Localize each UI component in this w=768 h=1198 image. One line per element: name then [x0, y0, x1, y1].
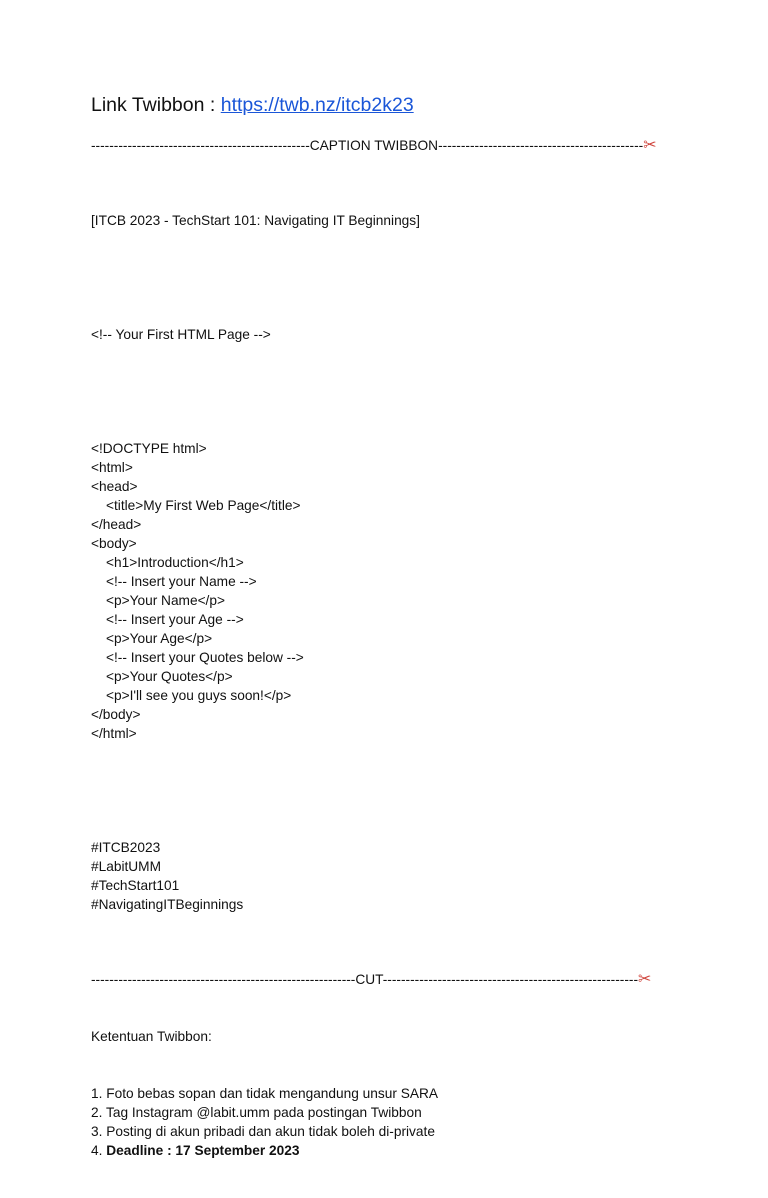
hashtag: #LabitUMM: [91, 859, 161, 874]
twibbon-link-line: [91, 92, 691, 118]
cut-divider: [91, 970, 691, 989]
cut-divider-label: CUT: [355, 972, 383, 987]
caption-comment: <!-- Your First HTML Page -->: [91, 327, 271, 342]
rules-block: [91, 989, 691, 1198]
code-line: <h1>Introduction</h1>: [106, 555, 244, 570]
rule-item: [91, 1141, 691, 1160]
cut-divider-right: --------------------------------------------------------: [382, 972, 639, 987]
rule-text: Foto bebas sopan dan tidak mengandung unsur SARA: [106, 1086, 438, 1101]
rule-number: 1.: [91, 1086, 107, 1101]
caption-divider: [91, 136, 691, 155]
scissors-icon: ✂: [638, 971, 652, 988]
code-line: <!-- Insert your Age -->: [106, 612, 244, 627]
caption-divider-left: ------------------------------------------------: [91, 138, 310, 153]
rules-list: [91, 1084, 691, 1160]
rule-item: [91, 1084, 691, 1103]
code-line: <!-- Insert your Quotes below -->: [106, 650, 304, 665]
twibbon-link-label: Link Twibbon :: [91, 94, 221, 116]
rule-number: 3.: [91, 1124, 107, 1139]
hashtag: #TechStart101: [91, 878, 180, 893]
code-line: <p>Your Name</p>: [106, 593, 225, 608]
caption-heading: [ITCB 2023 - TechStart 101: Navigating IT Beginnings]: [91, 213, 420, 228]
caption-divider-right: ---------------------------------------------: [438, 138, 644, 153]
rule-item: [91, 1103, 691, 1122]
rule-text: Deadline : 17 September 2023: [106, 1143, 300, 1158]
scissors-icon: ✂: [643, 137, 657, 154]
code-line: <!-- Insert your Name -->: [106, 574, 257, 589]
code-line: </body>: [91, 707, 141, 722]
code-line: <!DOCTYPE html>: [91, 441, 207, 456]
hashtag-list: [91, 838, 691, 914]
code-line: </head>: [91, 517, 142, 532]
rule-text: Tag Instagram @labit.umm pada postingan Twibbon: [105, 1105, 422, 1120]
code-block: [91, 439, 691, 743]
caption-divider-label: CAPTION TWIBBON: [309, 138, 439, 153]
code-line: <title>My First Web Page</title>: [106, 498, 301, 513]
code-line: <body>: [91, 536, 137, 551]
hashtag: #ITCB2023: [91, 840, 161, 855]
rule-item: [91, 1122, 691, 1141]
rule-number: 4.: [91, 1143, 107, 1158]
document-page: [91, 92, 691, 1198]
hashtag: #NavigatingITBeginnings: [91, 897, 244, 912]
rules-heading: Ketentuan Twibbon:: [91, 1029, 212, 1044]
twibbon-link[interactable]: https://twb.nz/itcb2k23: [220, 94, 414, 116]
code-line: </html>: [91, 726, 137, 741]
code-line: <p>Your Quotes</p>: [106, 669, 233, 684]
code-line: <html>: [91, 460, 133, 475]
rule-number: 2.: [91, 1105, 106, 1120]
cut-divider-left: ----------------------------------------------------------: [91, 972, 356, 987]
rule-text: Posting di akun pribadi dan akun tidak boleh di-private: [106, 1124, 435, 1139]
code-line: <p>I'll see you guys soon!</p>: [106, 688, 292, 703]
code-line: <head>: [91, 479, 138, 494]
code-line: <p>Your Age</p>: [106, 631, 213, 646]
caption-block: [91, 173, 691, 952]
